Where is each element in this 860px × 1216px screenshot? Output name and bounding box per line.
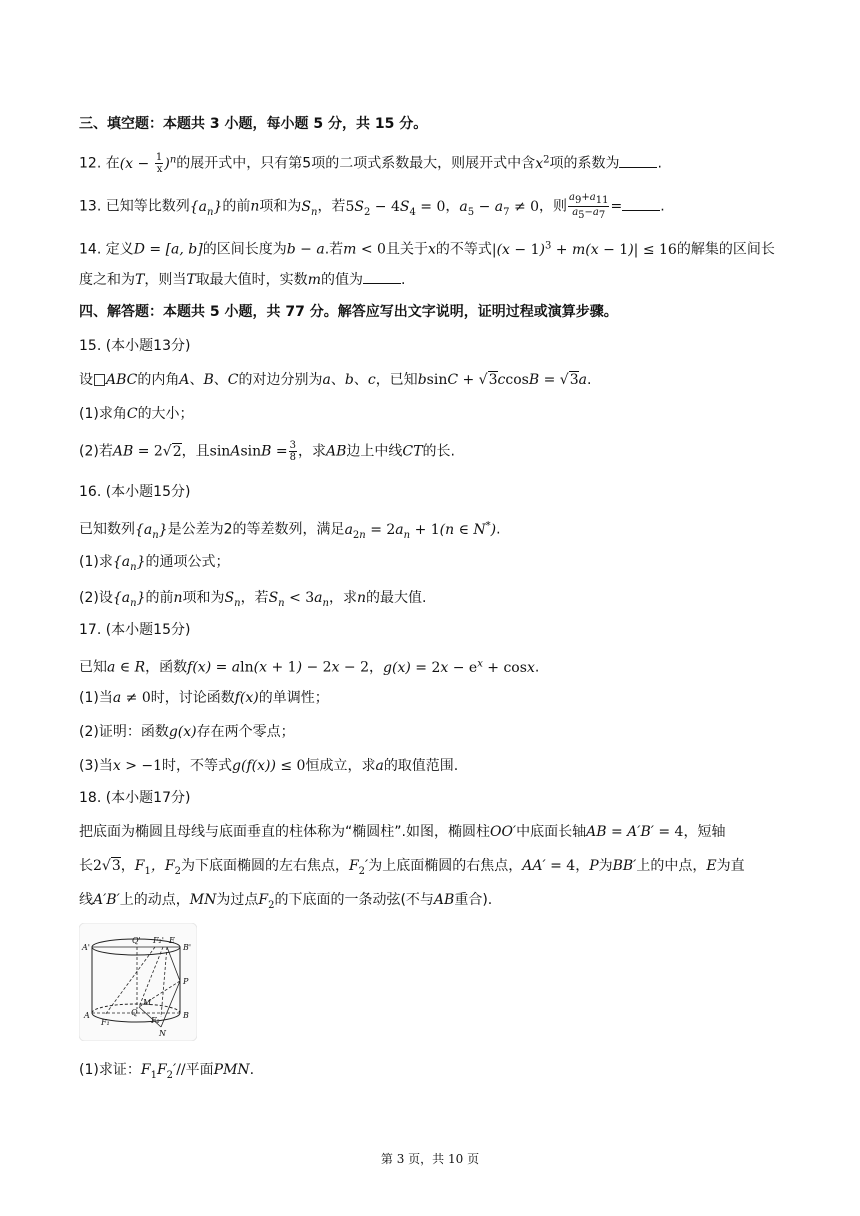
question-16-part-1: (1)求$\{a_n\}$的通项公式； [79, 554, 230, 573]
question-12: 12. 在(x − $\frac{1}{x}$ )$^n$的展开式中，只有第5项的二项式系数最大，则展开式中含$x^2$项的系数为 . [79, 152, 662, 176]
svg-text:B: B [183, 1011, 189, 1020]
cylinder-diagram [79, 923, 197, 1041]
question-17-part-1: (1)当a ≠ 0时，讨论函数f(x)的单调性； [79, 690, 329, 706]
question-15-stem: 设 ABC的内角A、B、C的对边分别为a、b、c，已知bsinC + √3ccosB = √3a. [79, 372, 592, 388]
svg-text:P: P [183, 977, 189, 986]
question-14-line-2: 度之和为T，则当T取最大值时，实数m的值为 . [79, 272, 406, 288]
question-18-stem-line-3: 线A′B′上的动点，MN为过点$F_2$的下底面的一条动弦(不与AB重合). [79, 892, 493, 911]
page-footer: 第 3 页，共 10 页 [380, 1152, 480, 1166]
svg-text:N: N [159, 1029, 166, 1038]
question-14-line-1: 14. 定义D = [a, b]的区间长度为b − a.若m < 0且关于x的不等式$|(x - 1)^3 + m(x - 1)| \le 16$的解集的区间长 [79, 240, 775, 258]
svg-text:Q': Q' [132, 936, 141, 945]
answer-blank [363, 271, 401, 284]
question-16-stem: 已知数列$\{a_n\}$是公差为2的等差数列，满足$a_{2n} = 2a_n + 1(n$ ∈ N*). [79, 520, 501, 541]
section-3-heading: 三、填空题：本题共 3 小题，每小题 5 分，共 15 分。 [79, 116, 428, 132]
question-17-header: 17. (本小题15分) [79, 622, 191, 638]
question-17-part-2: (2)证明：函数g(x)存在两个零点； [79, 724, 295, 740]
question-18-stem-line-2: 长2√3，$F_1$，$F_2$为下底面椭圆的左右焦点，$F_2'$为上底面椭圆的右焦点，AA′ = 4，P为BB′上的中点，E为直 [79, 858, 745, 877]
question-18-part-1: (1)求证：$F_1F_2'//$平面PMN. [79, 1062, 255, 1081]
question-15-header: 15. (本小题13分) [79, 338, 191, 354]
question-16-part-2: (2)设$\{a_n\}$的前n项和为$S_n$，若$S_n < 3a_n$，求n的最大值. [79, 590, 427, 609]
svg-text:F₂': F₂' [153, 936, 164, 945]
svg-text:M: M [143, 998, 152, 1007]
svg-text:E: E [169, 936, 175, 945]
answer-blank [622, 198, 660, 211]
answer-blank [619, 155, 657, 168]
question-17-stem: 已知a ∈ R，函数f(x) = aln(x + 1) − 2x − 2，$g(x) = 2x - e^x + \cos x$. [79, 658, 540, 676]
svg-text:Q: Q [131, 1008, 138, 1017]
svg-text:B': B' [183, 943, 192, 952]
svg-text:A: A [84, 1011, 90, 1020]
question-17-part-3: (3)当x > −1时，不等式g(f(x)) ≤ 0恒成立，求a的取值范围. [79, 758, 459, 774]
svg-text:F₁: F₁ [101, 1018, 110, 1027]
question-15-part-1: (1)求角C的大小； [79, 406, 194, 422]
question-15-part-2: (2)若AB = 2√2，且sinAsinB = $\frac{3}{8}$ ，求AB边上中线CT的长. [79, 440, 455, 463]
svg-text:A': A' [82, 943, 90, 952]
question-18-stem-line-1: 把底面为椭圆且母线与底面垂直的柱体称为“椭圆柱”.如图，椭圆柱OO′中底面长轴AB = A′B′ = 4，短轴 [79, 824, 726, 840]
question-16-header: 16. (本小题15分) [79, 484, 191, 500]
question-13: 13. 已知等比数列$\{a_n\}$的前n项和为$S_n$，若$5S_2 - 4S_4 = 0$，$a_5 - a_7 \ne 0$，则 $\frac{a_9+a_{11}}{a_5-a_7}$ = . [79, 192, 665, 221]
section-4-heading: 四、解答题：本题共 5 小题，共 77 分。解答应写出文字说明，证明过程或演算步骤。 [79, 304, 618, 320]
elliptic-cylinder-figure [79, 923, 197, 1041]
question-18-header: 18. (本小题17分) [79, 790, 191, 806]
svg-text:F₂: F₂ [151, 1016, 160, 1025]
triangle-symbol-icon [94, 374, 105, 386]
